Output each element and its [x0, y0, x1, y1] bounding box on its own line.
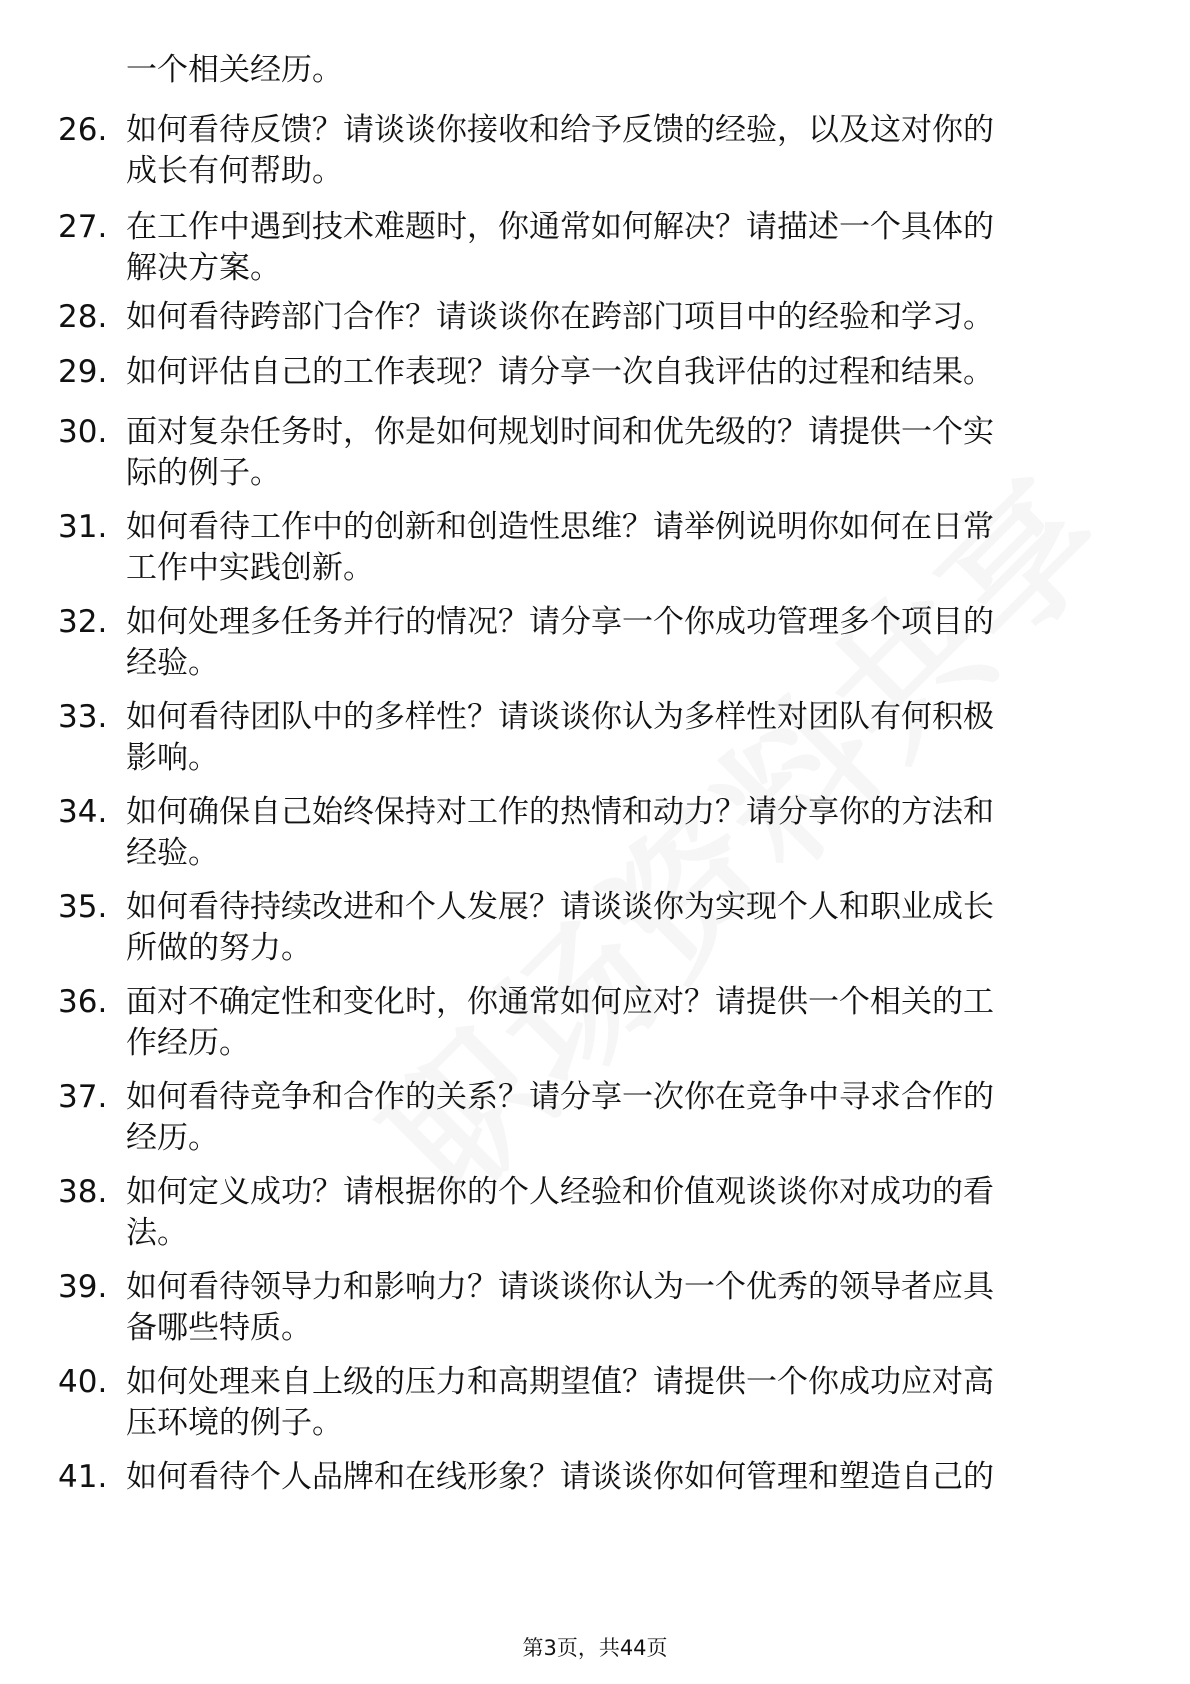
question-text	[126, 1172, 1118, 1254]
question-text-line: 如何看待领导力和影响力？请谈谈你认为一个优秀的领导者应具	[126, 1269, 994, 1305]
question-text-line: 如何看待工作中的创新和创造性思维？请举例说明你如何在日常	[126, 509, 994, 545]
question-item	[58, 207, 1118, 289]
question-number: 41.	[58, 1459, 108, 1495]
question-item	[58, 792, 1118, 874]
question-text	[126, 352, 1118, 393]
question-text	[126, 1457, 1118, 1498]
continuation-text: 一个相关经历。	[126, 52, 343, 88]
question-item	[58, 1172, 1118, 1254]
question-number: 27.	[58, 209, 108, 245]
question-text-line: 如何处理来自上级的压力和高期望值？请提供一个你成功应对高	[126, 1364, 994, 1400]
question-text-line: 如何看待竞争和合作的关系？请分享一次你在竞争中寻求合作的	[126, 1079, 994, 1115]
question-text	[126, 1077, 1118, 1159]
question-number: 28.	[58, 299, 108, 335]
question-number: 30.	[58, 414, 108, 450]
question-text	[126, 697, 1118, 779]
question-text-line: 所做的努力。	[126, 930, 312, 966]
question-text-line: 解决方案。	[126, 250, 281, 286]
question-number: 35.	[58, 889, 108, 925]
question-text-line: 工作中实践创新。	[126, 550, 374, 586]
question-text-line: 影响。	[126, 740, 219, 776]
question-text-line: 法。	[126, 1215, 188, 1251]
question-number: 36.	[58, 984, 108, 1020]
question-text-line: 如何看待持续改进和个人发展？请谈谈你为实现个人和职业成长	[126, 889, 994, 925]
question-text-line: 备哪些特质。	[126, 1310, 312, 1346]
question-number: 34.	[58, 794, 108, 830]
question-item	[58, 1457, 1118, 1498]
question-number: 37.	[58, 1079, 108, 1115]
question-item	[58, 697, 1118, 779]
question-item	[58, 412, 1118, 494]
question-text-line: 如何定义成功？请根据你的个人经验和价值观谈谈你对成功的看	[126, 1174, 994, 1210]
question-text	[126, 412, 1118, 494]
question-text-line: 经历。	[126, 1120, 219, 1156]
question-number: 38.	[58, 1174, 108, 1210]
question-number: 33.	[58, 699, 108, 735]
question-text-line: 面对复杂任务时，你是如何规划时间和优先级的？请提供一个实	[126, 414, 994, 450]
question-number: 26.	[58, 112, 108, 148]
question-item	[58, 982, 1118, 1064]
question-text-line: 如何看待反馈？请谈谈你接收和给予反馈的经验，以及这对你的	[126, 112, 994, 148]
question-text-line: 压环境的例子。	[126, 1405, 343, 1441]
question-text	[126, 110, 1118, 192]
question-text	[126, 982, 1118, 1064]
question-item	[58, 602, 1118, 684]
question-text	[126, 207, 1118, 289]
question-text-line: 成长有何帮助。	[126, 153, 343, 189]
question-text-line: 作经历。	[126, 1025, 250, 1061]
question-text-line: 如何处理多任务并行的情况？请分享一个你成功管理多个项目的	[126, 604, 994, 640]
question-text-line: 际的例子。	[126, 455, 281, 491]
question-number: 31.	[58, 509, 108, 545]
question-text-line: 经验。	[126, 645, 219, 681]
question-number: 39.	[58, 1269, 108, 1305]
question-number: 29.	[58, 354, 108, 390]
question-item	[58, 110, 1118, 192]
question-text	[126, 507, 1118, 589]
question-text	[126, 1362, 1118, 1444]
question-text-line: 在工作中遇到技术难题时，你通常如何解决？请描述一个具体的	[126, 209, 994, 245]
question-item	[58, 1362, 1118, 1444]
question-text-line: 如何看待个人品牌和在线形象？请谈谈你如何管理和塑造自己的	[126, 1459, 994, 1495]
question-text-line: 如何评估自己的工作表现？请分享一次自我评估的过程和结果。	[126, 354, 994, 390]
question-text	[126, 1267, 1118, 1349]
page-number-label: 第3页，共44页	[522, 1636, 668, 1660]
question-item	[58, 297, 1118, 338]
question-number: 32.	[58, 604, 108, 640]
question-text	[126, 792, 1118, 874]
question-item	[58, 507, 1118, 589]
question-text-line: 如何确保自己始终保持对工作的热情和动力？请分享你的方法和	[126, 794, 994, 830]
question-text-line: 如何看待跨部门合作？请谈谈你在跨部门项目中的经验和学习。	[126, 299, 994, 335]
question-text	[126, 887, 1118, 969]
question-item	[58, 1077, 1118, 1159]
question-item	[58, 887, 1118, 969]
question-number: 40.	[58, 1364, 108, 1400]
question-item	[58, 352, 1118, 393]
question-text-line: 如何看待团队中的多样性？请谈谈你认为多样性对团队有何积极	[126, 699, 994, 735]
question-text	[126, 602, 1118, 684]
question-item	[58, 1267, 1118, 1349]
question-text-line: 经验。	[126, 835, 219, 871]
question-text-line: 面对不确定性和变化时，你通常如何应对？请提供一个相关的工	[126, 984, 994, 1020]
question-text	[126, 297, 1118, 338]
page-footer	[0, 1634, 1190, 1662]
